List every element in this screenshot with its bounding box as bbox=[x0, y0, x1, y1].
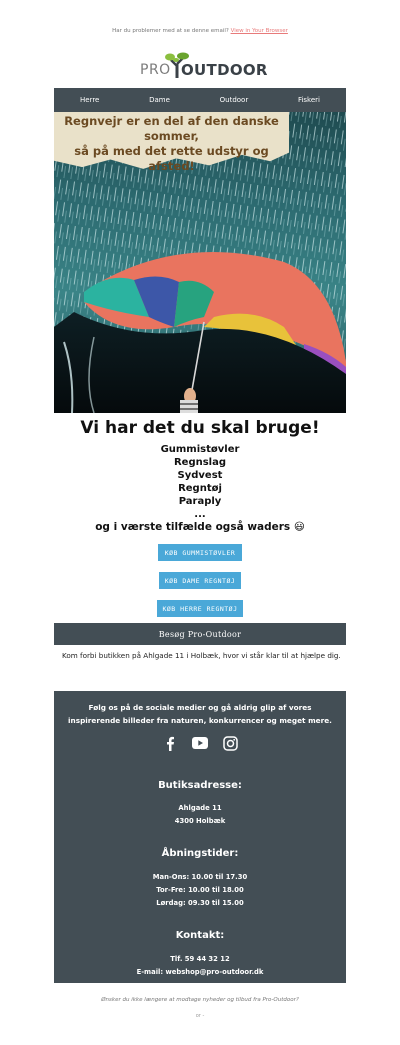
buy-women-rainwear-button[interactable]: KØB DAME REGNTØJ bbox=[159, 572, 241, 589]
pro-outdoor-logo[interactable] bbox=[138, 50, 268, 82]
address-line1: Ahlgade 11 bbox=[178, 804, 222, 812]
logo-pro-text: PRO bbox=[140, 62, 171, 78]
preheader-text: Har du problemer med at se denne email? bbox=[112, 28, 229, 34]
contact-email[interactable]: E-mail: webshop@pro-outdoor.dk bbox=[136, 968, 264, 976]
hero-headline-line1: Regnvejr er en del af den danske sommer, bbox=[64, 114, 279, 143]
visit-bar: Besøg Pro-Outdoor bbox=[54, 623, 346, 645]
hours-line1: Man-Ons: 10.00 til 17.30 bbox=[152, 873, 248, 881]
list-item: Gummistøvler bbox=[160, 444, 240, 455]
facebook-icon[interactable] bbox=[162, 735, 178, 751]
nav-item-dame[interactable]: Dame bbox=[149, 96, 170, 104]
contact-heading: Kontakt: bbox=[175, 930, 225, 941]
buy-rubber-boots-button[interactable]: KØB GUMMISTØVLER bbox=[158, 544, 242, 561]
list-item: Regnslag bbox=[173, 457, 227, 468]
buy-men-rainwear-button[interactable]: KØB HERRE REGNTØJ bbox=[157, 600, 243, 617]
hours-line3: Lørdag: 09.30 til 15.00 bbox=[156, 899, 244, 907]
nav-item-herre[interactable]: Herre bbox=[80, 96, 100, 104]
product-list bbox=[0, 443, 400, 534]
address-line2: 4300 Holbæk bbox=[174, 817, 226, 825]
hours-heading: Åbningstider: bbox=[161, 848, 239, 859]
preheader bbox=[0, 28, 400, 34]
info-block bbox=[54, 691, 346, 983]
list-item: Paraply bbox=[178, 496, 222, 507]
visit-text: Kom forbi butikken på Ahlgade 11 i Holbæk, hvor vi står klar til at hjælpe dig. bbox=[62, 651, 341, 660]
address-heading: Butiksadresse: bbox=[158, 780, 242, 791]
nav-item-fiskeri[interactable]: Fiskeri bbox=[297, 96, 320, 104]
logo-outdoor-text: OUTDOOR bbox=[181, 61, 268, 79]
hero-headline-line2: så på med det rette udstyr og afsted! bbox=[74, 144, 269, 173]
view-in-browser-link[interactable]: View in Your Browser bbox=[230, 28, 288, 34]
nav-item-outdoor[interactable]: Outdoor bbox=[219, 96, 249, 104]
hero-banner[interactable] bbox=[54, 112, 346, 413]
list-item: Sydvest bbox=[177, 470, 223, 481]
instagram-icon[interactable] bbox=[222, 735, 238, 751]
list-item: ... bbox=[194, 509, 206, 520]
contact-phone: Tlf. 59 44 32 12 bbox=[170, 955, 230, 963]
footer-or-text: or - bbox=[195, 1013, 205, 1019]
list-item: Regntøj bbox=[178, 483, 222, 494]
unsubscribe-text[interactable]: Ønsker du ikke længere at modtage nyheder og tilbud fra Pro-Outdoor? bbox=[101, 997, 299, 1003]
social-icons bbox=[54, 735, 346, 751]
main-nav bbox=[54, 88, 346, 112]
follow-text: Følg os på de sociale medier og gå aldrig glip af vores inspirerende billeder fra naturen, konkurrencer og meget mere. bbox=[68, 703, 332, 725]
main-title: Vi har det du skal bruge! bbox=[80, 418, 320, 438]
list-item: og i værste tilfælde også waders 😃 bbox=[95, 521, 305, 533]
youtube-icon[interactable] bbox=[192, 735, 208, 751]
hours-line2: Tor-Fre: 10.00 til 18.00 bbox=[156, 886, 244, 894]
hero-headline bbox=[54, 114, 289, 174]
